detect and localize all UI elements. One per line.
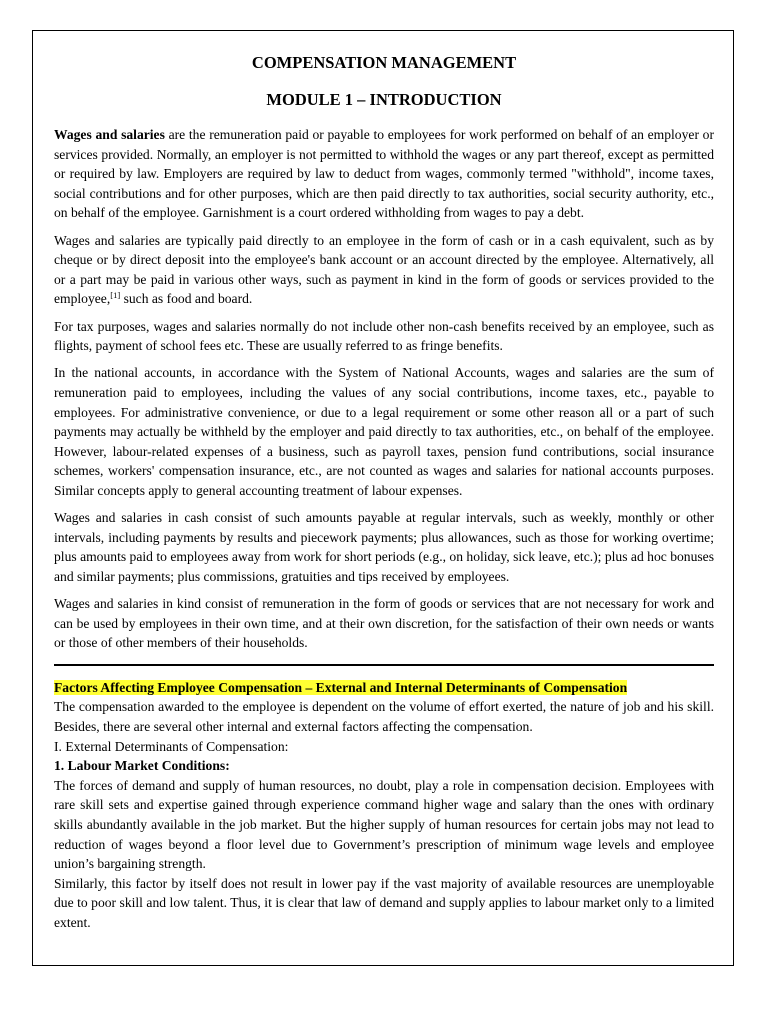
paragraph-national-accounts: In the national accounts, in accordance with the System of National Accounts, wages and salaries are the sum of remuneration paid to employees, including the values of any social contributions, income taxes, etc., payable to employees. For administrative convenience, or due to a legal requirement or some other reason all or a part of such payments may actually be withheld by the employer and paid directly to tax authorities, etc., on behalf of the employee. However, labour-related expenses of a business, such as payroll taxes, pension fund contributions, social insurance schemes, workers' compensation insurance, etc., are not counted as wages and salaries for national accounts purposes. Similar concepts apply to general accounting treatment of labour expenses. bbox=[54, 365, 714, 498]
factors-heading: Factors Affecting Employee Compensation – External and Internal Determinants of Compensation bbox=[54, 679, 628, 695]
section-divider bbox=[54, 664, 714, 666]
paragraph-text: are the remuneration paid or payable to employees for work performed on behalf of an employer or services provided. Normally, an employer is not permitted to withhold the wages or any part thereof, except as permitted or required by law. Employers are required by law to deduct from wages, commonly termed "withhold", income taxes, social contributions and for other purposes, which are then paid directly to tax authorities, social security authority, etc., on behalf of the employee. Garnishment is a court ordered withholding from wages to pay a debt. bbox=[54, 127, 714, 221]
document-title: COMPENSATION MANAGEMENT bbox=[251, 53, 517, 72]
labour-market-heading-text: 1. Labour Market Conditions: bbox=[54, 758, 230, 774]
module-title: MODULE 1 – INTRODUCTION bbox=[266, 90, 502, 109]
paragraph-text: such as food and board. bbox=[120, 291, 253, 307]
paragraph-factors-intro: The compensation awarded to the employee is dependent on the volume of effort exerted, the nature of job and his skill. Besides, there are several other internal and external factors affecting the compensation. bbox=[54, 699, 714, 734]
document-body bbox=[54, 50, 714, 933]
factors-heading-line bbox=[54, 678, 714, 698]
paragraph-labour-market-2: Similarly, this factor by itself does not result in lower pay if the vast majority of available resources are unemployable due to poor skill and low talent. Thus, it is clear that law of demand and supply applies to labour market only to a limited extent. bbox=[54, 875, 714, 930]
external-determinants-heading: I. External Determinants of Compensation: bbox=[54, 738, 289, 754]
term-wages-and-salaries: Wages and salaries bbox=[54, 127, 165, 142]
paragraph-payment-forms bbox=[54, 231, 714, 309]
paragraph-labour-market-1: The forces of demand and supply of human resources, no doubt, play a role in compensation decision. Employees with rare skill sets and expertise gained through experience command higher wage and salary than the ones with ordinary skills abundantly available in the job market. But the higher supply of human resources for certain jobs may not lead to reduction of wages beyond a floor level due to Government’s prescription of minimum wage levels and employee union’s bargaining strength. bbox=[54, 777, 714, 872]
labour-market-heading bbox=[54, 756, 714, 776]
paragraph-text: Wages and salaries are typically paid directly to an employee in the form of cash or in a cash equivalent, such as by cheque or by direct deposit into the employee's bank account or an account directed by the employee. Alternatively, all or a part may be paid in various other ways, such as payment in kind in the form of goods or services provided to the employee, bbox=[54, 232, 714, 307]
footnote-reference[interactable]: [1] bbox=[110, 290, 121, 301]
paragraph-wages-in-kind: Wages and salaries in kind consist of remuneration in the form of goods or services that are not necessary for work and can be used by employees in their own time, and at their own discretion, for the satisfaction of their own needs or wants or those of other members of their households. bbox=[54, 596, 714, 651]
paragraph-tax-purposes: For tax purposes, wages and salaries normally do not include other non-cash benefits received by an employee, such as flights, payment of school fees etc. These are usually referred to as fringe benefits. bbox=[54, 318, 714, 354]
paragraph-wages-definition bbox=[54, 125, 714, 223]
paragraph-wages-in-cash: Wages and salaries in cash consist of such amounts payable at regular intervals, such as weekly, monthly or other intervals, including payments by results and piecework payments; plus allowances, such as those for working overtime; plus amounts paid to employees away from work for short periods (e.g., on holiday, sick leave, etc.); plus ad hoc bonuses and similar payments; plus commissions, gratuities and tips received by employees. bbox=[54, 510, 714, 584]
